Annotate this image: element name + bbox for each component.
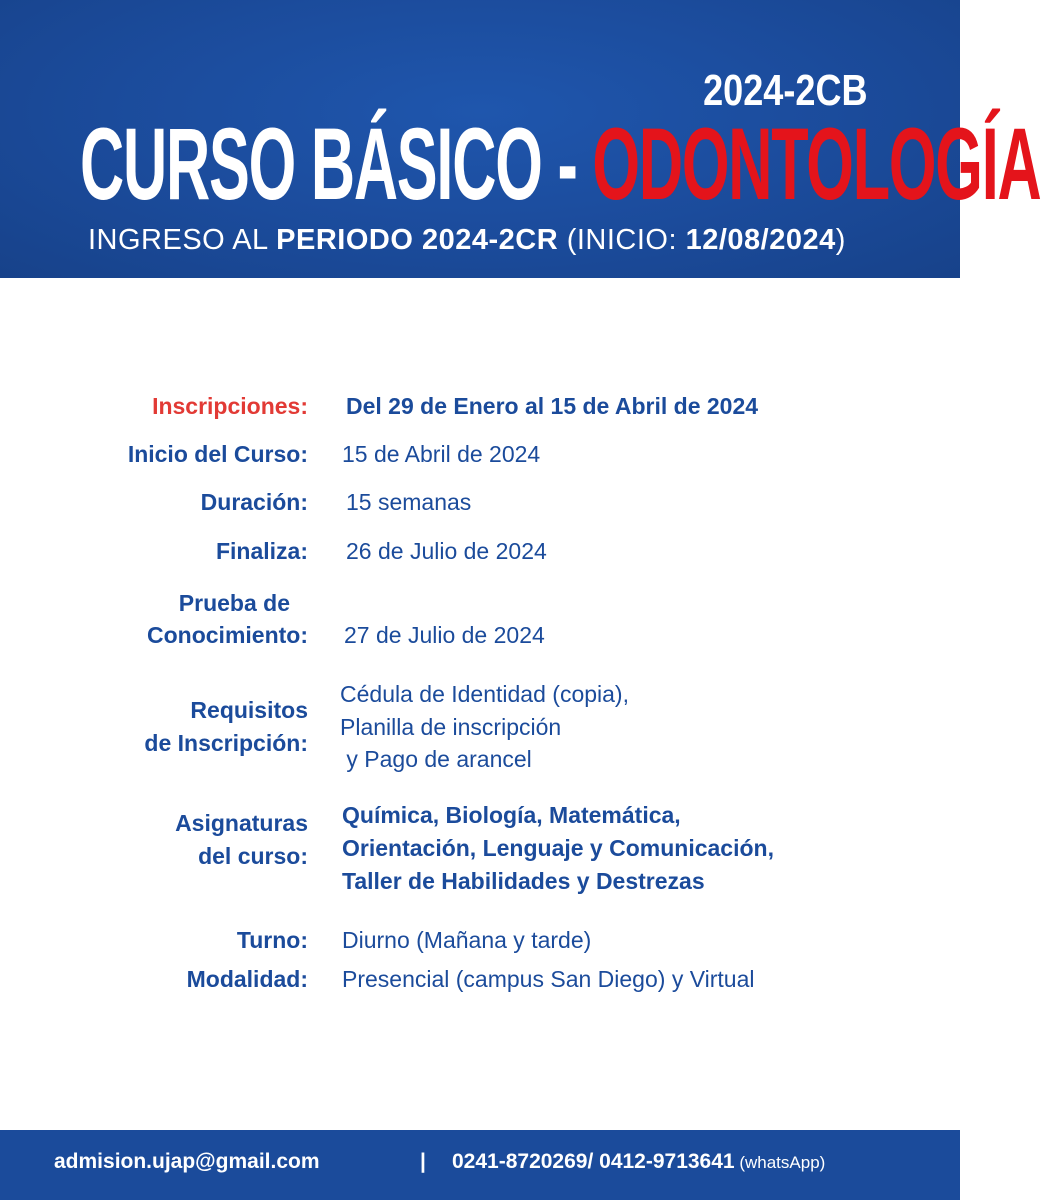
title-career: ODONTOLOGÍA (592, 107, 1041, 221)
title-course: CURSO BÁSICO (80, 107, 542, 221)
contact-phone-numbers[interactable]: 0241-8720269/ 0412-9713641 (452, 1150, 735, 1173)
value-asignaturas-1: Química, Biología, Matemática, (342, 802, 681, 828)
label-inscripciones: Inscripciones: (152, 393, 308, 419)
value-finaliza: 26 de Julio de 2024 (346, 538, 547, 564)
value-inicio: 15 de Abril de 2024 (342, 441, 541, 467)
footer-bar (0, 1130, 960, 1200)
label-asignaturas-2: del curso: (198, 843, 308, 869)
subtitle-start-date: 12/08/2024 (685, 224, 836, 256)
subtitle-part-c: (INICIO: (558, 224, 686, 256)
title-dash: - (557, 107, 577, 221)
value-prueba: 27 de Julio de 2024 (344, 622, 545, 648)
label-duracion: Duración: (200, 489, 308, 515)
value-inscripciones: Del 29 de Enero al 15 de Abril de 2024 (346, 393, 759, 419)
label-requisitos-1: Requisitos (190, 697, 308, 723)
value-requisitos-1: Cédula de Identidad (copia), (340, 681, 629, 707)
subtitle-period: PERIODO 2024-2CR (276, 224, 559, 256)
subtitle (88, 224, 846, 257)
label-inicio: Inicio del Curso: (127, 441, 308, 467)
footer-separator: | (420, 1150, 426, 1173)
period-code: 2024-2CB (703, 66, 868, 115)
label-prueba-2: Conocimiento: (147, 622, 308, 648)
label-modalidad: Modalidad: (186, 966, 308, 992)
value-requisitos-2: Planilla de inscripción (340, 714, 562, 740)
value-duracion: 15 semanas (346, 489, 472, 515)
value-asignaturas-3: Taller de Habilidades y Destrezas (342, 868, 705, 894)
page-title (80, 107, 1041, 221)
subtitle-part-a: INGRESO AL (88, 224, 277, 256)
value-modalidad: Presencial (campus San Diego) y Virtual (342, 966, 755, 992)
contact-phones (452, 1150, 825, 1174)
subtitle-part-e: ) (835, 224, 846, 256)
whatsapp-note: (whatsApp) (734, 1153, 826, 1172)
label-requisitos-2: de Inscripción: (144, 730, 308, 756)
label-prueba-1: Prueba de (178, 590, 290, 616)
value-asignaturas-2: Orientación, Lenguaje y Comunicación, (342, 835, 774, 861)
contact-email[interactable]: admision.ujap@gmail.com (54, 1150, 320, 1173)
header-banner (0, 0, 1041, 278)
value-requisitos-3: y Pago de arancel (340, 746, 532, 772)
label-asignaturas-1: Asignaturas (175, 810, 308, 836)
label-turno: Turno: (236, 927, 308, 953)
value-turno: Diurno (Mañana y tarde) (342, 927, 592, 953)
label-finaliza: Finaliza: (215, 538, 308, 564)
